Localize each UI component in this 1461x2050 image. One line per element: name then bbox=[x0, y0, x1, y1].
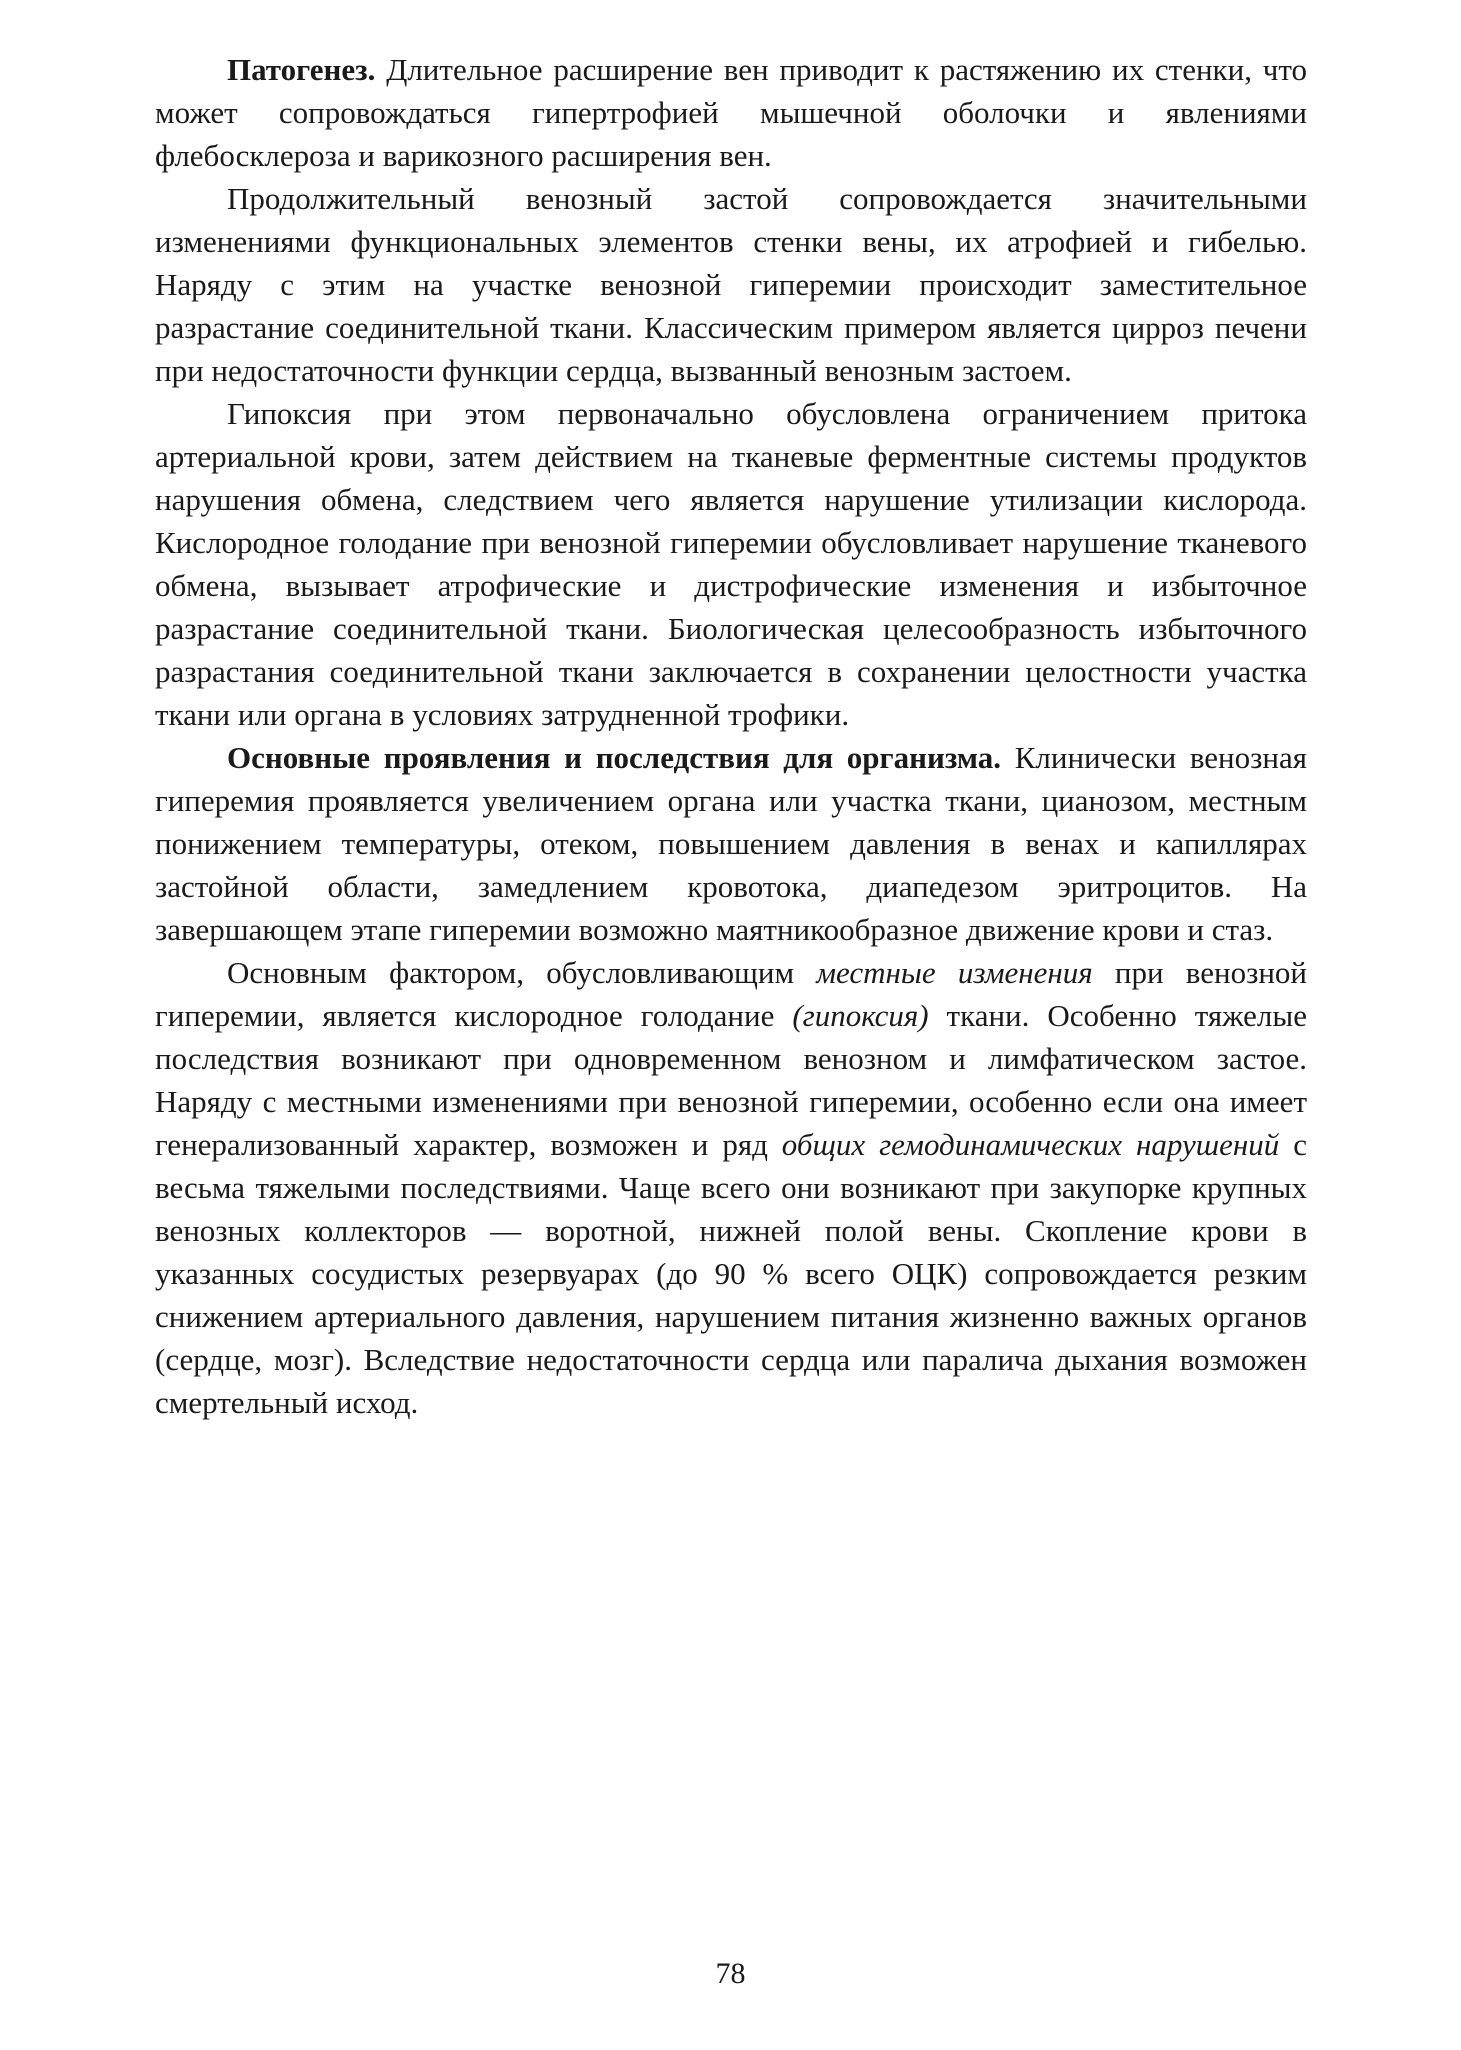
paragraph-text: ткани. Особенно тяжелые последствия возникают при одновременном венозном и лимфатическом застое. Наряду с местными изменениями при венозной гиперемии, особенно если она имеет генерализованный характер, возможен и ряд bbox=[155, 998, 1307, 1162]
emphasis-local-changes: местные изменения bbox=[816, 955, 1093, 990]
paragraph-main-factor bbox=[155, 951, 1307, 1424]
emphasis-hypoxia: (гипоксия) bbox=[792, 998, 929, 1033]
emphasis-hemodynamic-disorders: общих гемодинамических нарушений bbox=[781, 1127, 1280, 1162]
paragraph-text: Продолжительный венозный застой сопровождается значительными изменениями функциональных элементов стенки вены, их атрофией и гибелью. Наряду с этим на участке венозной гиперемии происходит заместительное разрастание соединительной ткани. Классическим примером является цирроз печени при недостаточности функции сердца, вызванный венозным застоем. bbox=[155, 181, 1307, 388]
heading-pathogenesis: Патогенез. bbox=[227, 52, 376, 87]
page-number: 78 bbox=[715, 1957, 746, 1990]
paragraph-text: с весьма тяжелыми последствиями. Чаще всего они возникают при закупорке крупных венозных коллекторов — воротной, нижней полой вены. Скопление крови в указанных сосудистых резервуарах (до 90 % всего ОЦК) сопровождается резким снижением артериального давления, нарушением питания жизненно важных органов (сердце, мозг). Вследствие недостаточности сердца или паралича дыхания возможен смертельный исход. bbox=[155, 1127, 1307, 1420]
page-body bbox=[155, 48, 1307, 1424]
paragraph-text: Длительное расширение вен приводит к растяжению их стенки, что может сопровождаться гипертрофией мышечной оболочки и явлениями флебосклероза и варикозного расширения вен. bbox=[155, 52, 1307, 173]
heading-manifestations: Основные проявления и последствия для организма. bbox=[227, 740, 1002, 775]
paragraph-text: Клинически венозная гиперемия проявляется увеличением органа или участка ткани, цианозом, местным понижением температуры, отеком, повышением давления в венах и капиллярах застойной области, замедлением кровотока, диапедезом эритроцитов. На завершающем этапе гиперемии возможно маятникообразное движение крови и стаз. bbox=[155, 740, 1307, 947]
paragraph-text: Основным фактором, обусловливающим bbox=[227, 955, 817, 990]
paragraph-venous-stasis bbox=[155, 177, 1307, 392]
paragraph-text: при венозной гиперемии, является кислородное голодание bbox=[155, 955, 1307, 1033]
paragraph-hypoxia bbox=[155, 392, 1307, 736]
paragraph-pathogenesis bbox=[155, 48, 1307, 177]
paragraph-text: Гипоксия при этом первоначально обусловлена ограничением притока артериальной крови, затем действием на тканевые ферментные системы продуктов нарушения обмена, следствием чего является нарушение утилизации кислорода. Кислородное голодание при венозной гиперемии обусловливает нарушение тканевого обмена, вызывает атрофические и дистрофические изменения и избыточное разрастание соединительной ткани. Биологическая целесообразность избыточного разрастания соединительной ткани заключается в сохранении целостности участка ткани или органа в условиях затрудненной трофики. bbox=[155, 396, 1307, 732]
paragraph-manifestations bbox=[155, 736, 1307, 951]
